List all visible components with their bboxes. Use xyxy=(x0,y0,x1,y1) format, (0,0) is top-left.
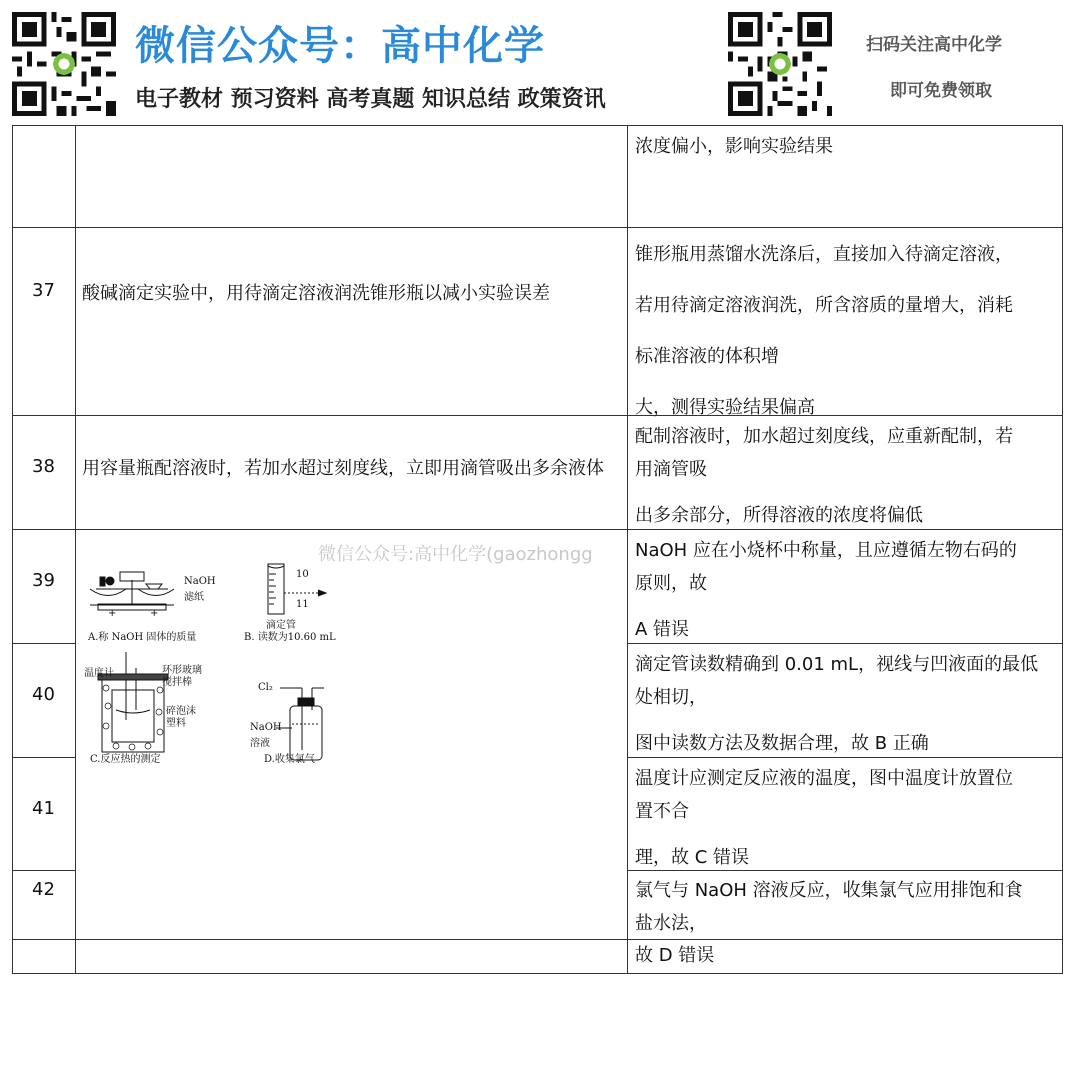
banner-subtitle: 电子教材 预习资料 高考真题 知识总结 政策资讯 xyxy=(135,87,606,112)
figure-label: Cl₂ xyxy=(258,682,273,693)
explanation-text: 盐水法， xyxy=(635,913,707,934)
explanation-text: 温度计应测定反应液的温度，图中温度计放置位 xyxy=(635,768,1013,789)
table-row xyxy=(635,648,1059,760)
question-text: 酸碱滴定实验中，用待滴定溶液润洗锥形瓶以减小实验误差 xyxy=(82,283,550,304)
explanation-text: 原则，故 xyxy=(635,573,707,594)
figure-caption: B. 读数为10.60 mL xyxy=(244,632,336,643)
table-row xyxy=(635,762,1059,874)
figure-label: 环形玻璃 xyxy=(162,665,202,676)
explanation-text: 浓度偏小，影响实验结果 xyxy=(635,136,833,157)
figure-label: 溶液 xyxy=(250,738,270,749)
explanation-text: 置不合 xyxy=(635,801,689,822)
row-number: 37 xyxy=(32,280,55,301)
figure-caption: C.反应热的测定 xyxy=(90,754,161,765)
row-number: 41 xyxy=(32,798,55,819)
figure-label: 11 xyxy=(296,599,309,610)
row-number: 40 xyxy=(32,684,55,705)
explanation-text: 图中读数方法及数据合理，故 B 正确 xyxy=(635,733,929,754)
table-row xyxy=(635,133,1059,161)
header-banner xyxy=(0,0,1080,125)
row-number: 38 xyxy=(32,456,55,477)
table-row xyxy=(635,420,1059,532)
table-row xyxy=(635,229,1059,433)
figure-label: 搅拌棒 xyxy=(162,677,192,688)
balance-icon xyxy=(90,572,174,619)
explanation-text: NaOH 应在小烧杯中称量，且应遵循左物右码的 xyxy=(635,540,1017,561)
qr-code-icon[interactable] xyxy=(12,12,116,116)
banner-side-text: 即可免费领取 xyxy=(890,81,992,101)
table-row xyxy=(635,534,1059,646)
explanation-text: 出多余部分，所得溶液的浓度将偏低 xyxy=(635,505,923,526)
figure-label: 塑料 xyxy=(166,718,186,729)
banner-side-text: 扫码关注高中化学 xyxy=(866,35,1002,55)
explanation-text: 理，故 C 错误 xyxy=(635,847,750,868)
figure-label: 10 xyxy=(296,569,309,580)
figure-label: 滤纸 xyxy=(184,592,204,603)
explanation-text: 标准溶液的体积增 xyxy=(635,346,779,367)
explanation-text: 故 D 错误 xyxy=(635,945,715,966)
table-row xyxy=(635,942,1059,970)
explanation-text: A 错误 xyxy=(635,619,690,640)
figure-label: NaOH xyxy=(250,722,282,733)
explanation-text: 处相切， xyxy=(635,687,707,708)
explanation-text: 锥形瓶用蒸馏水洗涤后，直接加入待滴定溶液， xyxy=(635,244,1013,265)
figure-caption: A.称 NaOH 固体的质量 xyxy=(88,632,197,643)
explanation-text: 氯气与 NaOH 溶液反应，收集氯气应用排饱和食 xyxy=(635,880,1023,901)
explanation-text: 滴定管读数精确到 0.01 mL，视线与凹液面的最低 xyxy=(635,654,1039,675)
svg-text:+: + xyxy=(150,608,159,619)
table-row xyxy=(635,874,1059,940)
explanation-text: 配制溶液时，加水超过刻度线，应重新配制，若 xyxy=(635,426,1013,447)
explanation-text: 大，测得实验结果偏高 xyxy=(635,397,815,418)
explanation-text: 若用待滴定溶液润洗，所含溶质的量增大，消耗 xyxy=(635,295,1013,316)
figure-label: NaOH xyxy=(184,576,216,587)
figure-label: 温度计 xyxy=(84,668,114,679)
svg-text:+: + xyxy=(108,608,117,619)
row-number: 42 xyxy=(32,879,55,900)
figure-caption: D.收集氯气 xyxy=(264,754,315,765)
row-number: 39 xyxy=(32,570,55,591)
watermark: 微信公众号:高中化学(gaozhongg xyxy=(318,544,593,565)
figure-label: 碎泡沫 xyxy=(166,706,196,717)
figure-label: 滴定管 xyxy=(266,620,296,631)
apparatus-figure xyxy=(80,560,340,770)
qr-code-icon[interactable] xyxy=(728,12,832,116)
explanation-text: 用滴管吸 xyxy=(635,459,707,480)
question-text: 用容量瓶配溶液时，若加水超过刻度线，立即用滴管吸出多余液体 xyxy=(82,458,604,479)
page-title: 微信公众号：高中化学 xyxy=(135,23,545,69)
